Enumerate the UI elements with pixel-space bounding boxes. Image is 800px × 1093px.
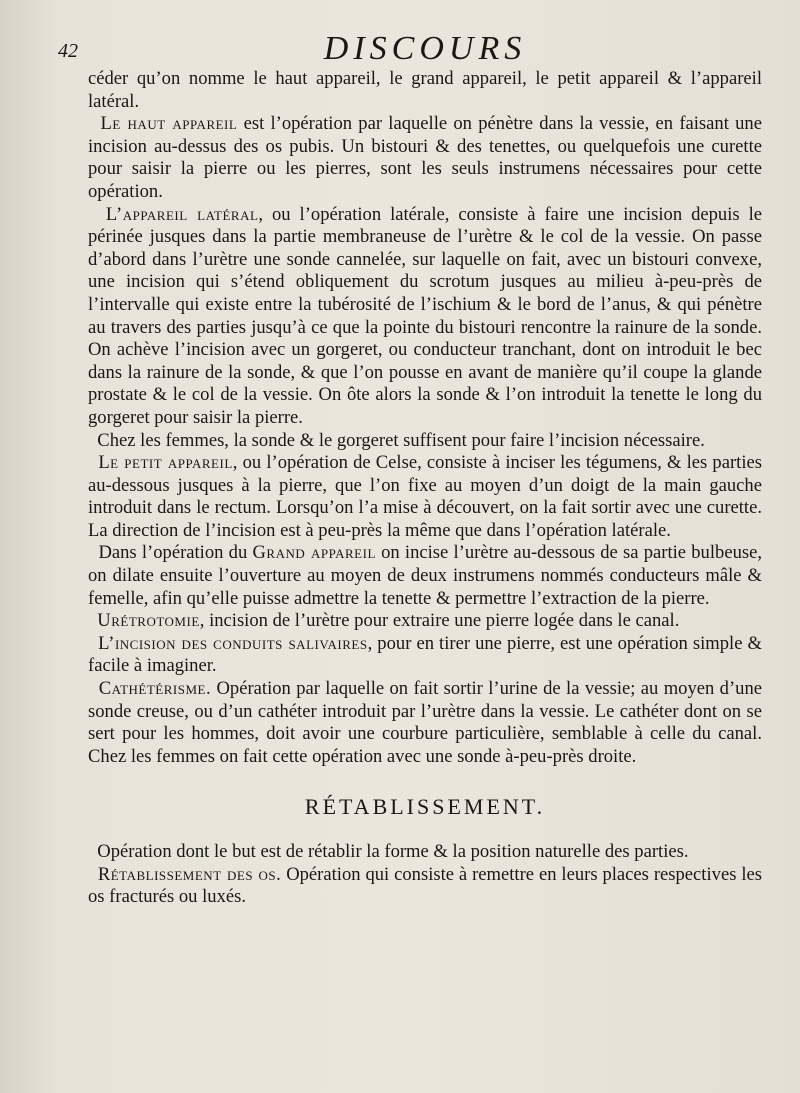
paragraph bbox=[88, 610, 762, 633]
paragraph-lead: L’appareil latéral bbox=[105, 203, 259, 225]
paragraph bbox=[88, 678, 762, 768]
paragraph bbox=[88, 430, 762, 453]
paragraph-text: , ou l’opération latérale, consiste à faire une incision depuis le périnée jusques dans la partie membraneuse de l’urètre & le col de la vessie. On passe d’abord dans l’urètre une sonde cannelée, sur laquelle on fait, avec un bistouri convexe, une incision qui s’étend obliquement du scrotum jusques au milieu à-peu-près de l’intervalle qui existe entre la tubérosité de l’ischium & le bord de l’anus, & qui pénètre au travers des parties jusqu’à ce que la pointe du bistouri rencontre la rainure de la sonde. On achève l’incision avec un gorgeret, ou conducteur tranchant, dont on introduit le bec dans la rainure de la sonde, & que l’on pousse en avant de manière qu’il coupe la glande prostate & le col de la vessie. On ôte alors la sonde & l’on introduit la tenette le long du gorgeret pour saisir la pierre. bbox=[88, 203, 762, 428]
paragraph-text: on incise l’urètre au-dessous de sa partie bulbeuse, on dilate ensuite l’ouverture au moyen de deux instrumens nommés conducteurs mâle & femelle, afin qu’elle puisse admettre la tenette & permettre l’extraction de la pierre. bbox=[88, 542, 763, 609]
paragraph-text: , incision de l’urètre pour extraire une pierre logée dans le canal. bbox=[199, 610, 680, 632]
section-title: RÉTABLISSEMENT. bbox=[304, 794, 546, 820]
paragraph bbox=[88, 204, 762, 430]
paragraph-text: , ou l’opération de Celse, consiste à inciser les tégumens, & les parties au-dessous jusques à la pierre, que l’on fixe au moyen d’un doigt de la main gauche introduit dans le rectum. Lorsqu’on l’a mise à découvert, on la fait sortir avec une curette. La direction de l’incision est à peu-près la même que dans l’opération latérale. bbox=[88, 452, 762, 541]
paragraph-text: Opération par laquelle on fait sortir l’urine de la vessie; au moyen d’une sonde creuse, ou d’un cathéter introduit par l’urètre dans la vessie. Le cathéter dont on se sert pour les hommes, doit avoir une courbure particulière, semblable à celle du canal. Chez les femmes on fait cette opération avec une sonde à-peu-près droite. bbox=[88, 678, 763, 767]
paragraph bbox=[88, 633, 762, 678]
paragraph-text: Chez les femmes, la sonde & le gorgeret suffisent pour faire l’incision nécessaire. bbox=[97, 429, 705, 451]
paragraph-lead: Urétrotomie bbox=[97, 610, 200, 632]
paragraph-text: céder qu’on nomme le haut appareil, le grand appareil, le petit appareil & l’appareil latéral. bbox=[88, 68, 762, 112]
paragraph-text: est l’opération par laquelle on pénètre dans la vessie, en faisant une incision au-dessus des os pubis. Un bistouri & des tenettes, ou quelquefois une curette pour saisir la pierre ou les pierres, sont les seuls instrumens nécessaires pour cette opération. bbox=[88, 113, 762, 202]
paragraph bbox=[88, 542, 762, 610]
paragraph-lead: Le haut appareil bbox=[100, 113, 238, 135]
paragraph-lead: Cathétérisme. bbox=[98, 678, 212, 700]
paragraph-lead: L’incision des conduits salivaires bbox=[98, 632, 368, 654]
paragraph bbox=[88, 452, 762, 542]
main-text bbox=[88, 68, 762, 909]
paragraph-lead: Grand appareil bbox=[252, 542, 376, 564]
paragraph-text: , pour en tirer une pierre, est une opération simple & facile à imaginer. bbox=[88, 632, 762, 677]
page-header bbox=[58, 24, 762, 68]
paragraph bbox=[88, 864, 762, 909]
paragraph bbox=[88, 841, 762, 864]
page-number: 42 bbox=[58, 40, 78, 62]
running-head: DISCOURS bbox=[323, 30, 527, 67]
paragraph-lead: Rétablissement des os. bbox=[97, 863, 282, 885]
paragraph-text: Opération qui consiste à remettre en leurs places respectives les os fracturés ou luxés. bbox=[88, 863, 762, 908]
paragraph-pre: Dans l’opération du bbox=[98, 542, 253, 564]
paragraph bbox=[88, 68, 762, 113]
paragraph-text: Opération dont le but est de rétablir la forme & la position naturelle des parties. bbox=[97, 841, 689, 862]
paragraph-lead: Le petit appareil bbox=[98, 452, 233, 474]
paragraph bbox=[88, 113, 762, 203]
